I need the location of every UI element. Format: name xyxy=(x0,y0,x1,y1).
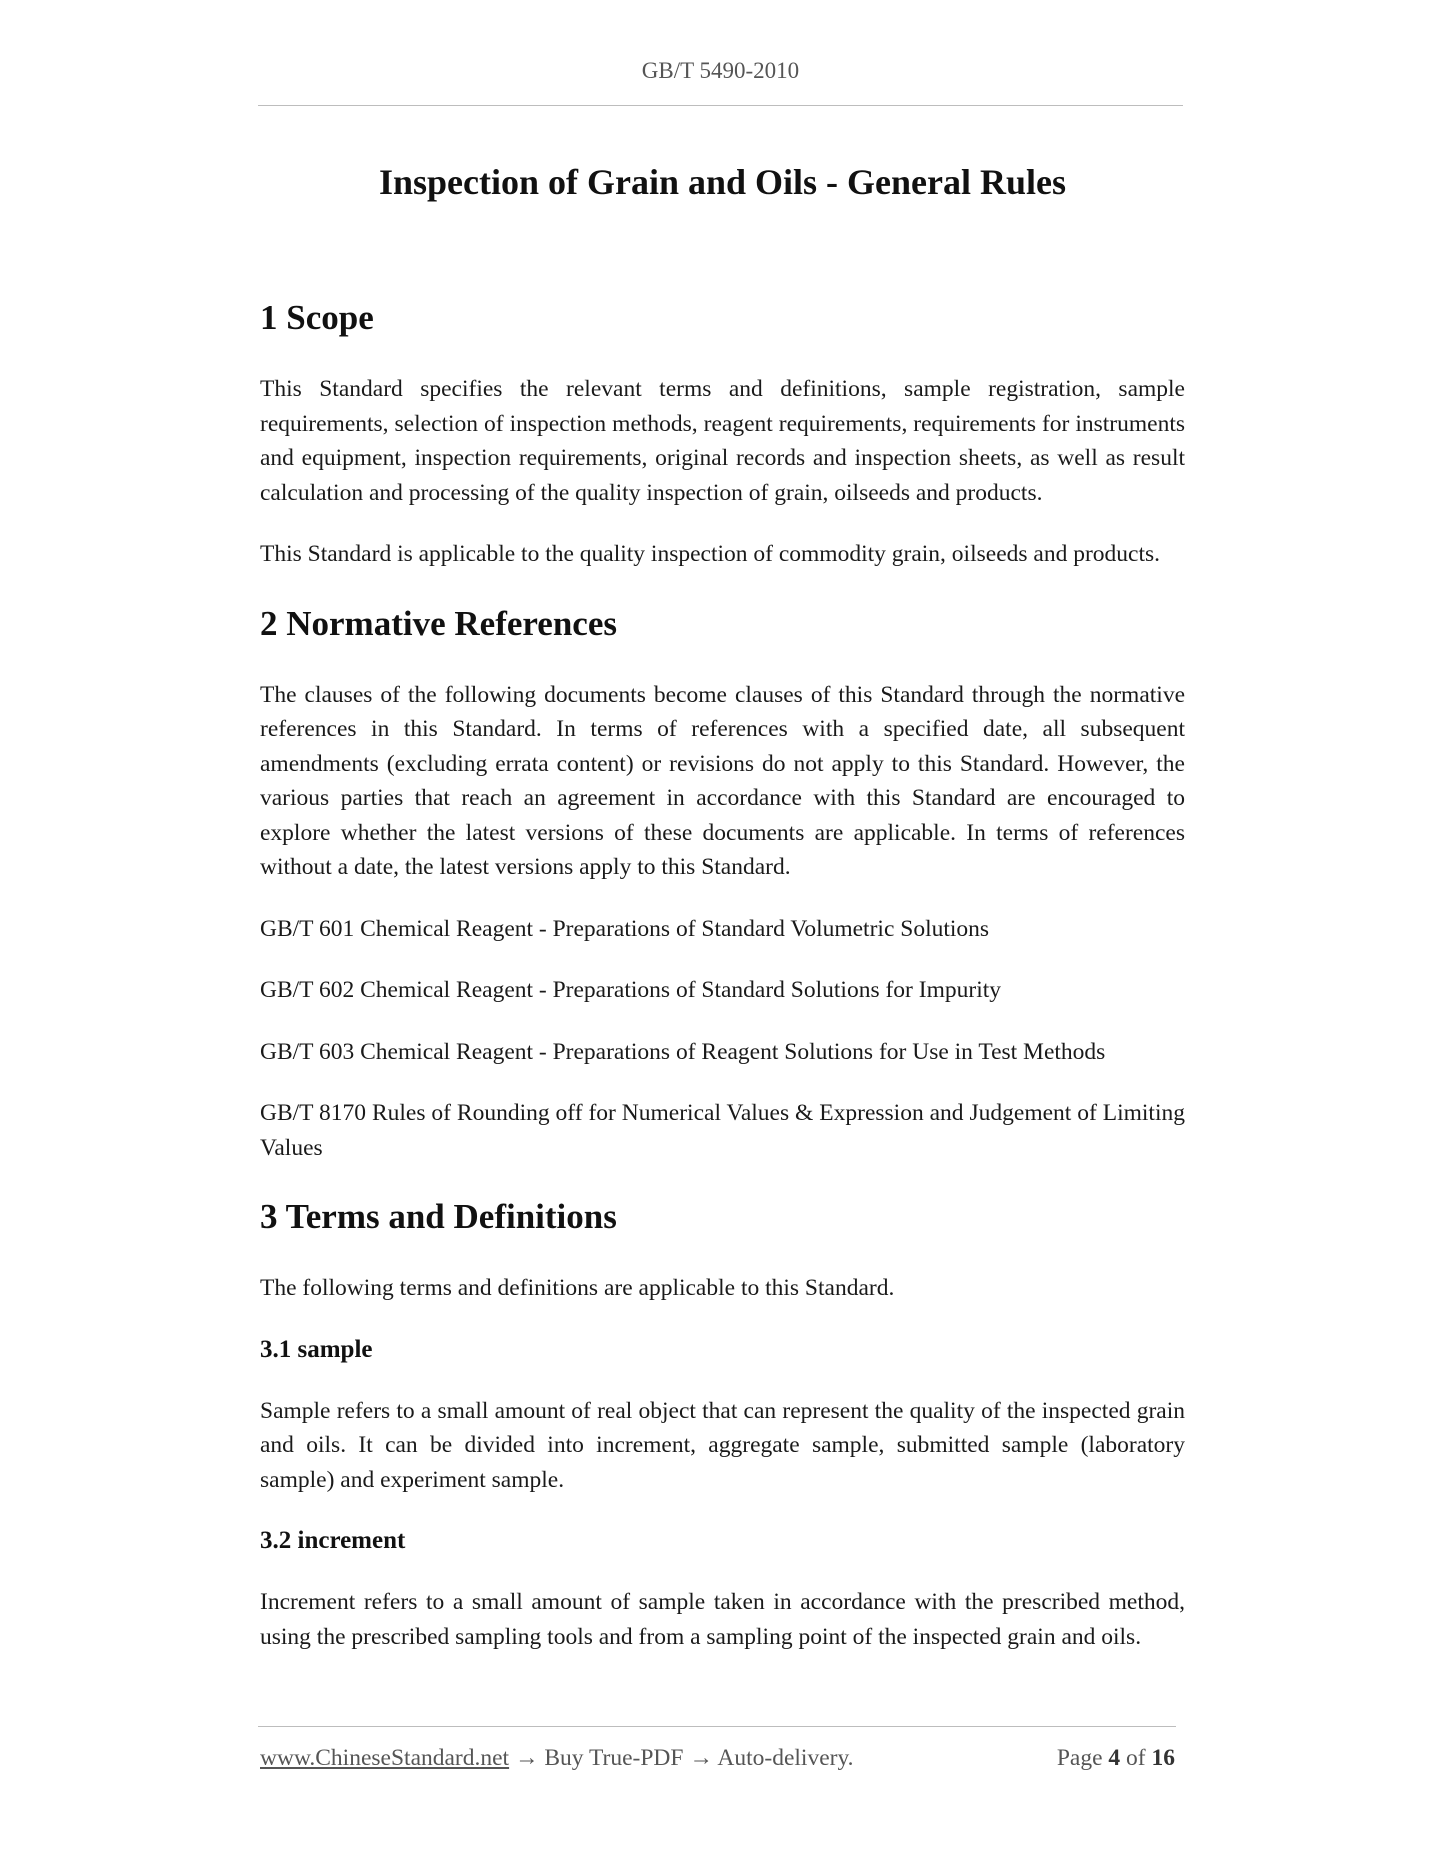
normative-intro-paragraph: The clauses of the following documents become clauses of this Standard through the normative references in this Standard. In terms of references with a specified date, all subsequent amendments (excluding errata content) or revisions do not apply to this Standard. However, the various parties that reach an agreement in accordance with this Standard are encouraged to explore whether the latest versions of these documents are applicable. In terms of references without a date, the latest versions apply to this Standard. xyxy=(260,681,1185,880)
header-divider xyxy=(258,105,1183,106)
document-body xyxy=(260,160,1185,1654)
page-of-label: of xyxy=(1126,1745,1146,1771)
scope-paragraph-1: This Standard specifies the relevant terms and definitions, sample registration, sample requirements, selection of inspection methods, reagent requirements, requirements for instruments and equipment, inspection requirements, original records and inspection sheets, as well as result calculation and processing of the quality inspection of grain, oilseeds and products. xyxy=(260,376,1185,506)
scope-paragraph-2: This Standard is applicable to the quality inspection of commodity grain, oilseeds and products. xyxy=(260,541,1160,567)
term-heading-sample: 3.1 sample xyxy=(260,1335,373,1363)
normative-reference-gbt601: GB/T 601 Chemical Reagent - Preparations of Standard Volumetric Solutions xyxy=(260,915,990,942)
page-current: 4 xyxy=(1108,1745,1121,1771)
footer-divider xyxy=(258,1726,1176,1727)
page-total: 16 xyxy=(1151,1745,1175,1771)
section-heading-normative-references: 2 Normative References xyxy=(260,603,617,643)
terms-intro-paragraph: The following terms and definitions are applicable to this Standard. xyxy=(260,1275,895,1301)
page-label: Page xyxy=(1056,1745,1103,1771)
footer-promo xyxy=(260,1745,854,1772)
page-footer xyxy=(260,1745,1175,1772)
normative-reference-gbt602: GB/T 602 Chemical Reagent - Preparations of Standard Solutions for Impurity xyxy=(260,977,1001,1003)
footer-promo-text: → Buy True-PDF → Auto-delivery. xyxy=(509,1745,854,1771)
normative-reference-gbt8170: GB/T 8170 Rules of Rounding off for Numerical Values & Expression and Judgement of Limiting Values xyxy=(260,1100,1185,1161)
section-heading-terms-definitions: 3 Terms and Definitions xyxy=(260,1197,617,1236)
document-title: Inspection of Grain and Oils - General Rules xyxy=(378,162,1067,202)
term-definition-sample: Sample refers to a small amount of real object that can represent the quality of the inspected grain and oils. It can be divided into increment, aggregate sample, submitted sample (laboratory sample) and experiment sample. xyxy=(260,1397,1185,1493)
chinesestandard-site-link[interactable]: www.ChineseStandard.net xyxy=(260,1745,510,1771)
term-heading-increment: 3.2 increment xyxy=(260,1527,406,1554)
normative-reference-gbt603: GB/T 603 Chemical Reagent - Preparations of Reagent Solutions for Use in Test Methods xyxy=(260,1038,1106,1065)
section-heading-scope: 1 Scope xyxy=(260,298,374,337)
page-number xyxy=(1057,1745,1175,1772)
page-header-standard-code: GB/T 5490-2010 xyxy=(641,58,800,83)
term-definition-increment: Increment refers to a small amount of sample taken in accordance with the prescribed method, using the prescribed sampling tools and from a sampling point of the inspected grain and oils. xyxy=(260,1589,1185,1650)
